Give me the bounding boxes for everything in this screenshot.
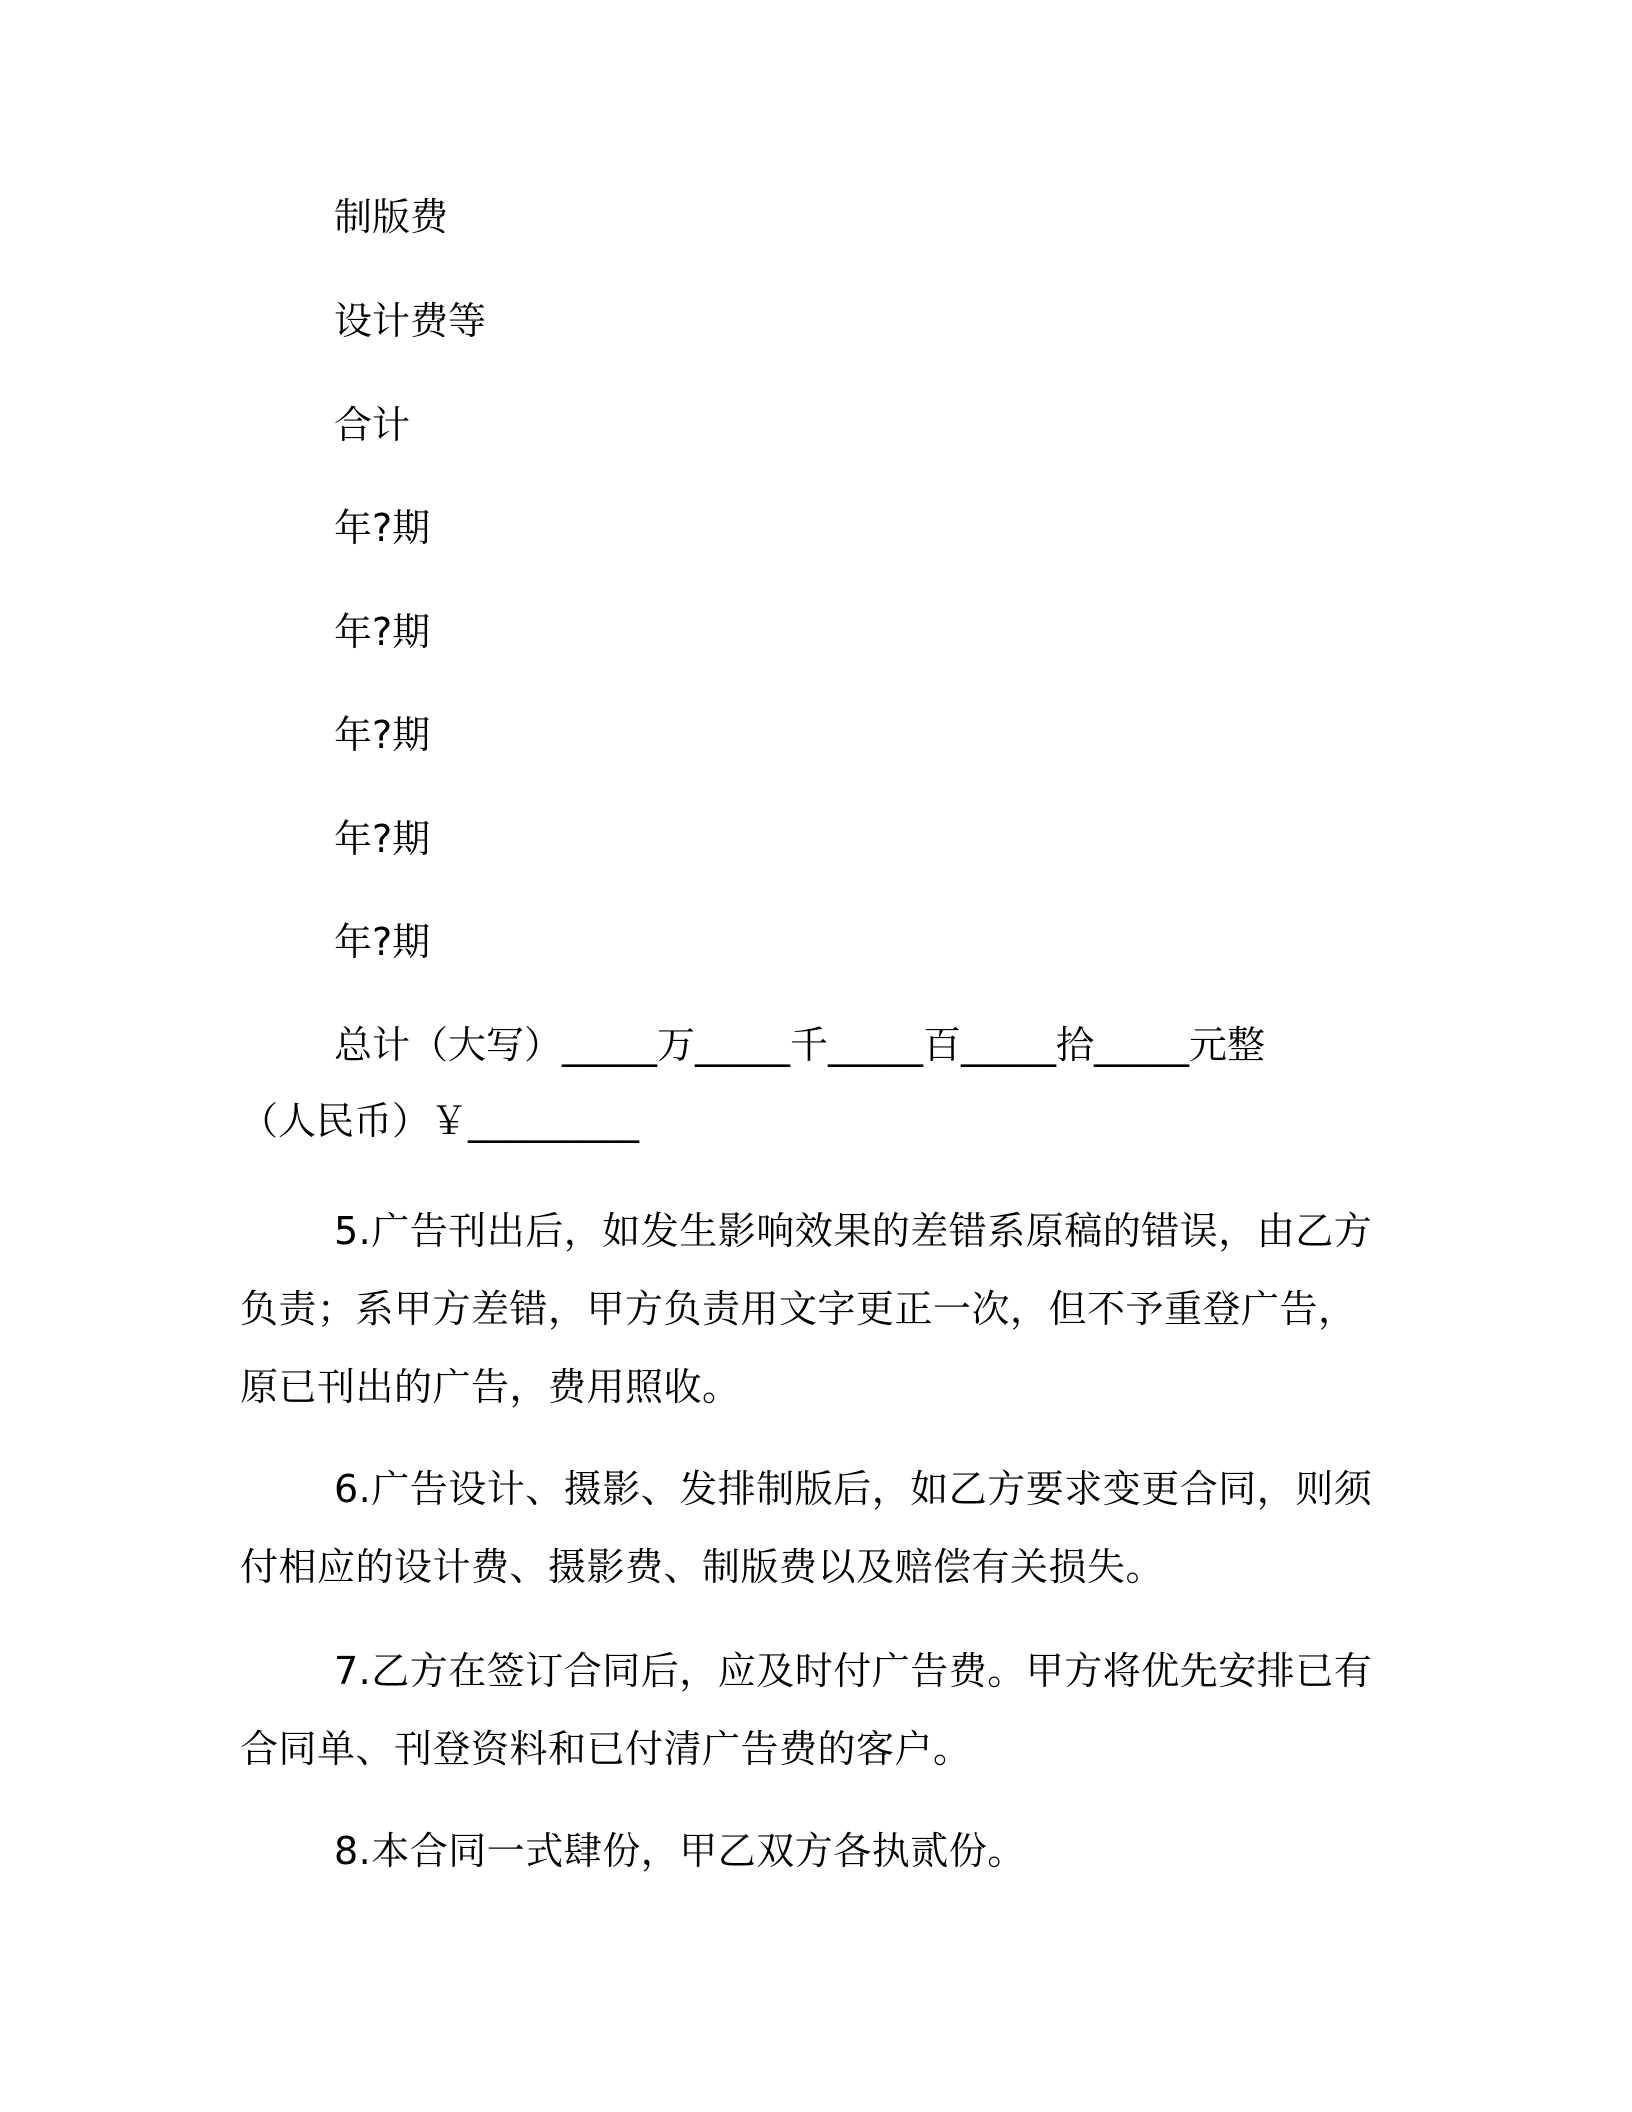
total-rmb-line: （人民币）￥_________ <box>240 1099 640 1143</box>
item-plate-fee: 制版费 <box>334 195 449 239</box>
item-design-fee: 设计费等 <box>334 299 487 343</box>
item-year-period-2: 年?期 <box>334 610 431 654</box>
item-subtotal: 合计 <box>334 403 411 447</box>
total-uppercase-line: 总计（大写）_____万_____千_____百_____拾_____元整 <box>334 1023 1266 1067</box>
item-year-period-4: 年?期 <box>334 817 431 861</box>
clause-6: 6.广告设计、摄影、发排制版后，如乙方要求变更合同，则须付相应的设计费、摄影费、制版费以及赔偿有关损失。 <box>240 1467 1373 1589</box>
clause-8: 8.本合同一式肆份，甲乙双方各执贰份。 <box>334 1829 1026 1873</box>
item-year-period-5: 年?期 <box>334 920 431 964</box>
item-year-period-3: 年?期 <box>334 713 431 757</box>
clause-7: 7.乙方在签订合同后，应及时付广告费。甲方将优先安排已有合同单、刊登资料和已付清广告费的客户。 <box>240 1649 1373 1771</box>
clause-5: 5.广告刊出后，如发生影响效果的差错系原稿的错误，由乙方负责；系甲方差错，甲方负责用文字更正一次，但不予重登广告，原已刊出的广告，费用照收。 <box>240 1209 1373 1409</box>
item-year-period-1: 年?期 <box>334 506 431 550</box>
